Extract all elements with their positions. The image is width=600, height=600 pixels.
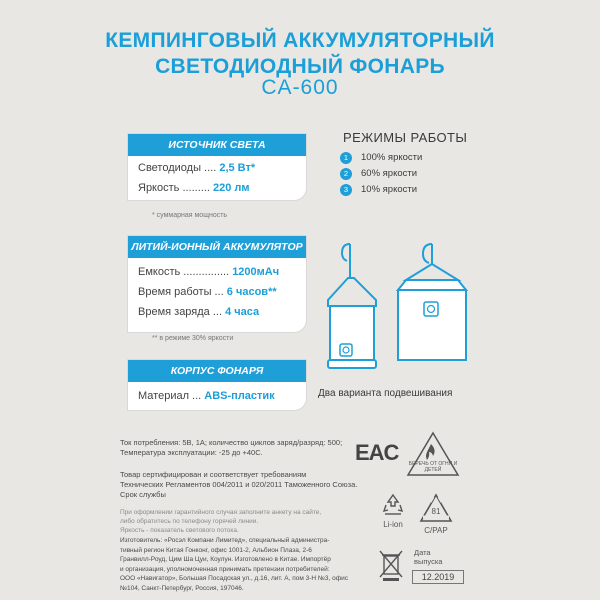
mode-text: 10% яркости: [361, 184, 418, 195]
specs-text: [120, 438, 370, 458]
maker-line: Гранвилл-Роуд, Цим Ша Цуи, Коулун. Изготовлено в Китае. Импортёр: [120, 556, 331, 563]
specs-line: Ток потребления: 5В, 1А; количество циклов заряд/разряд: 500;: [120, 438, 343, 447]
led-value: 2,5 Вт*: [219, 162, 256, 174]
brightness-label: Яркость .........: [138, 182, 210, 194]
charge-time-value: 4 часа: [225, 306, 260, 318]
led-label: Светодиоды ....: [138, 162, 217, 174]
body-box: [128, 360, 306, 410]
warranty-line: либо обратитесь по телефону горячей линии.: [120, 518, 259, 525]
mode-number: 1: [340, 152, 352, 164]
maker-line: Изготовитель: «Росэл Компани Лимитед», специальный администра-: [120, 537, 330, 544]
battery-note: ** в режиме 30% яркости: [152, 335, 234, 342]
light-source-box: [128, 134, 306, 200]
cert-text: [120, 470, 370, 500]
battery-label: Li-ion: [383, 520, 403, 529]
mode-number: 2: [340, 168, 352, 180]
mode-text: 60% яркости: [361, 168, 418, 179]
runtime-value: 6 часов**: [226, 286, 277, 298]
model-number: CA-600: [261, 76, 339, 99]
cert-line: Технических Регламентов 004/2011 и 020/2011 Таможенного Союза.: [120, 480, 358, 489]
runtime-label: Время работы ...: [138, 286, 224, 298]
maker-text: [120, 536, 380, 593]
crossed-bin-icon: [378, 548, 404, 582]
mode-text: 100% яркости: [361, 152, 423, 163]
modes-title: РЕЖИМЫ РАБОТЫ: [343, 130, 468, 145]
date-label-line: выпуска: [414, 557, 443, 566]
lantern-icon: [318, 240, 388, 375]
mode-item: [340, 152, 422, 164]
material-label: Материал ...: [138, 390, 202, 402]
title-line2: СВЕТОДИОДНЫЙ ФОНАРЬ: [155, 55, 445, 78]
warranty-line: При оформлении гарантийного случая заполните анкету на сайте,: [120, 509, 322, 516]
specs-line: Температура эксплуатации: -25 до +40С.: [120, 448, 263, 457]
recycle-label: C/PAP: [424, 526, 448, 535]
battery-box: [128, 236, 306, 332]
warranty-text: [120, 508, 370, 535]
capacity-value: 1200мАч: [232, 266, 280, 278]
mode-number: 3: [340, 184, 352, 196]
eac-mark: EAC: [355, 440, 399, 465]
date-label: [414, 548, 450, 566]
production-date: 12.2019: [412, 570, 464, 584]
maker-line: и организация, уполномоченная принимать претензии потребителей:: [120, 565, 330, 573]
light-source-header: ИСТОЧНИК СВЕТА: [128, 134, 306, 156]
lantern-caption: Два варианта подвешивания: [318, 388, 453, 399]
cert-line: Срок службы: [120, 490, 166, 499]
capacity-label: Емкость ...............: [138, 266, 230, 278]
body-header: КОРПУС ФОНАРЯ: [128, 360, 306, 382]
maker-line: №104, Санкт-Петербург, Россия, 197046.: [120, 584, 244, 592]
date-label-line: Дата: [414, 548, 431, 557]
keep-away-label: БЕРЕЧЬ ОТ ОГНЯ И ДЕТЕЙ: [408, 461, 458, 473]
lantern-icon: [392, 240, 472, 375]
maker-line: ООО «Навигатор», Большая Посадская ул., д.16, лит. А, пом 3-Н №3, офис: [120, 575, 348, 582]
battery-header: ЛИТИЙ-ИОННЫЙ АККУМУЛЯТОР: [128, 236, 306, 258]
mode-item: [340, 184, 417, 196]
cert-line: Товар сертифицирован и соответствует требованиям: [120, 470, 307, 479]
recycle-number: 81: [431, 507, 441, 516]
charge-time-label: Время заряда ...: [138, 306, 223, 318]
warranty-line: Яркость - показатель светового потока.: [120, 527, 239, 534]
mode-item: [340, 168, 417, 180]
battery-recycle-icon: [380, 492, 406, 518]
light-source-note: * суммарная мощность: [152, 212, 228, 219]
brightness-value: 220 лм: [213, 182, 250, 194]
title-line1: КЕМПИНГОВЫЙ АККУМУЛЯТОРНЫЙ: [105, 29, 495, 52]
maker-line: тивный регион Китая Гонконг, офис 1001-2, Альбион Плаза, 2-6: [120, 546, 312, 554]
material-value: ABS-пластик: [204, 390, 275, 402]
